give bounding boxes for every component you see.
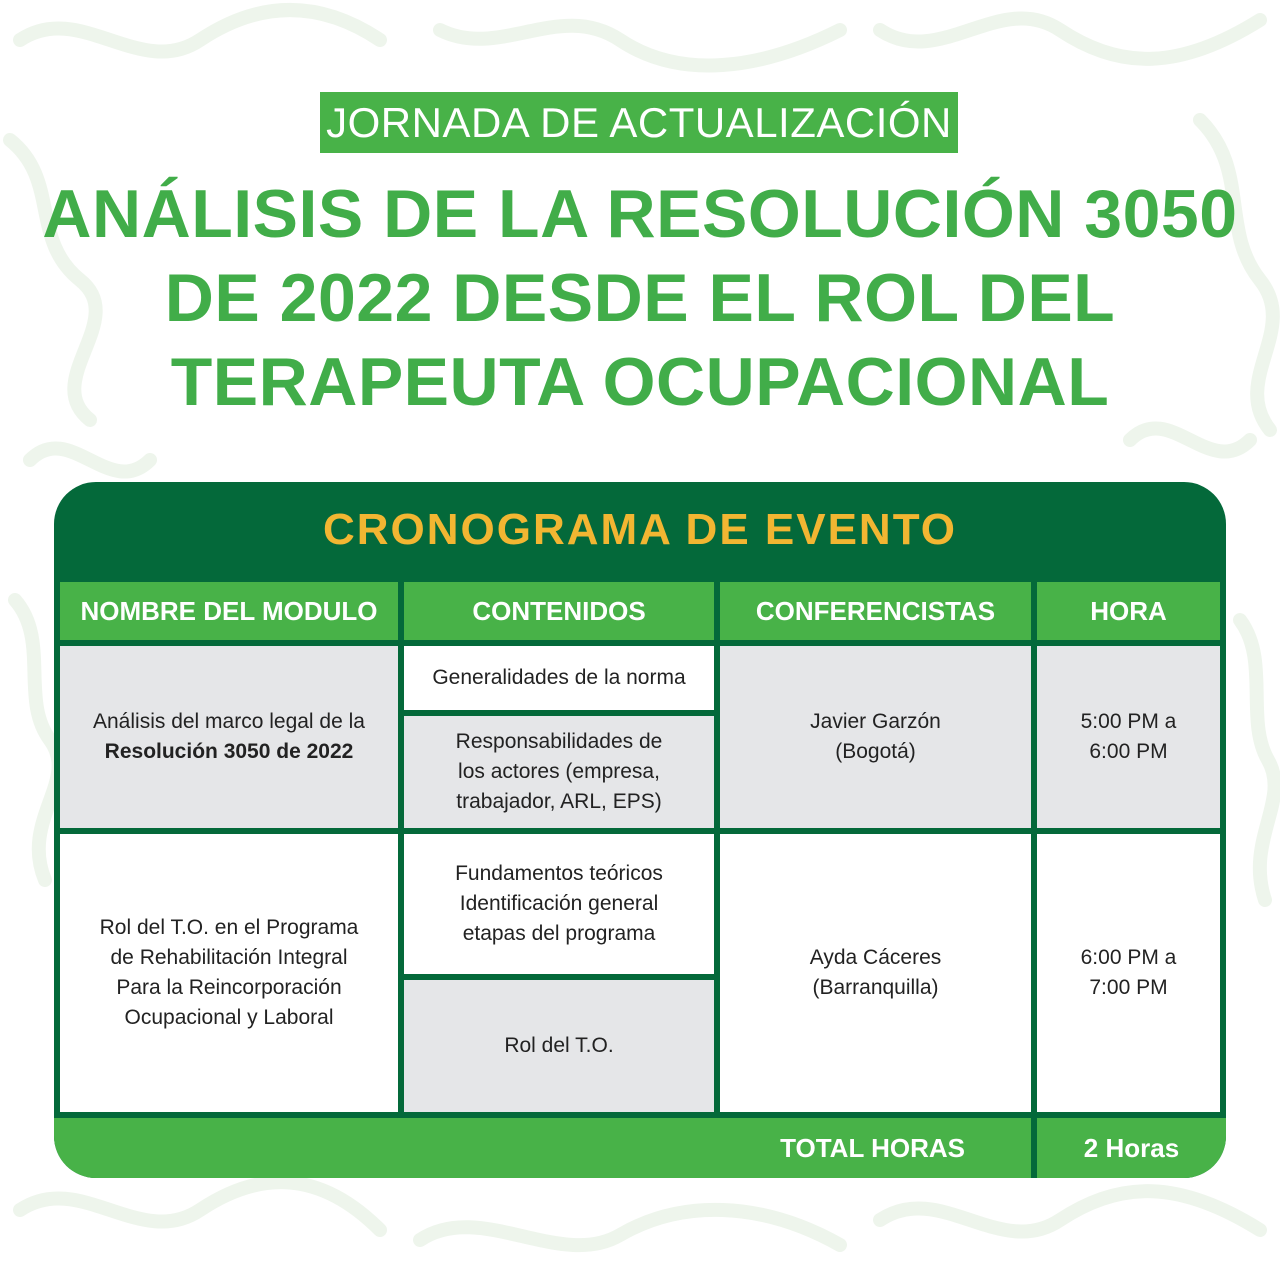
module-2-name-line-1: Rol del T.O. en el Programa	[99, 916, 359, 939]
module-2-content-2-line-1: Rol del T.O.	[504, 1034, 614, 1057]
module-1-time-start: 5:00 PM a	[1080, 710, 1177, 733]
module-2-time	[1037, 834, 1220, 1112]
column-header-time: HORA	[1037, 582, 1220, 640]
column-header-contents: CONTENIDOS	[404, 582, 714, 640]
event-title-line-2: DE 2022 DESDE EL ROL DEL	[164, 260, 1116, 336]
module-1-content-2-line-1: Responsabilidades de	[455, 730, 663, 753]
module-2-speaker-name: Ayda Cáceres	[809, 946, 942, 969]
module-1-name-bold: Resolución 3050 de 2022	[104, 740, 354, 763]
column-header-module: NOMBRE DEL MODULO	[60, 582, 398, 640]
module-1-name-line: Análisis del marco legal de la	[93, 710, 365, 733]
total-hours-label: TOTAL HORAS	[54, 1118, 1031, 1178]
module-2-time-start: 6:00 PM a	[1080, 946, 1177, 969]
module-2-content-1-line-3: etapas del programa	[462, 922, 656, 945]
module-2-content-1	[404, 834, 714, 974]
event-title-line-3: TERAPEUTA OCUPACIONAL	[170, 344, 1110, 420]
module-1-content-2-line-2: los actores (empresa,	[458, 760, 660, 783]
schedule-title: CRONOGRAMA DE EVENTO	[322, 505, 958, 554]
module-2-name	[60, 834, 398, 1112]
module-2-content-1-line-2: Identificación general	[459, 892, 659, 915]
module-1-content-2	[404, 716, 714, 828]
module-2-name-line-3: Para la Reincorporación	[116, 976, 342, 999]
module-1-content-2-line-3: trabajador, ARL, EPS)	[456, 790, 662, 813]
column-header-speakers: CONFERENCISTAS	[720, 582, 1031, 640]
module-1-time	[1037, 646, 1220, 828]
module-1-content-1-line-1: Generalidades de la norma	[432, 666, 686, 689]
module-2-name-line-2: de Rehabilitación Integral	[110, 946, 348, 969]
module-1-content-1	[404, 646, 714, 710]
schedule-card	[54, 482, 1226, 1178]
module-2-content-2	[404, 980, 714, 1112]
module-1-speaker-name: Javier Garzón	[810, 710, 941, 733]
module-1-name	[60, 646, 398, 828]
module-1-speaker	[720, 646, 1031, 828]
module-1-speaker-city: (Bogotá)	[835, 740, 916, 763]
event-title-line-1: ANÁLISIS DE LA RESOLUCIÓN 3050	[42, 176, 1238, 252]
total-hours-value: 2 Horas	[1037, 1118, 1226, 1178]
module-2-speaker	[720, 834, 1031, 1112]
module-1-time-end: 6:00 PM	[1089, 740, 1168, 763]
module-2-time-end: 7:00 PM	[1089, 976, 1168, 999]
module-2-speaker-city: (Barranquilla)	[812, 976, 939, 999]
module-2-content-1-line-1: Fundamentos teóricos	[455, 862, 663, 885]
event-kicker-label: JORNADA DE ACTUALIZACIÓN	[320, 92, 958, 153]
event-title	[0, 172, 1280, 424]
module-2-name-line-4: Ocupacional y Laboral	[124, 1006, 334, 1029]
